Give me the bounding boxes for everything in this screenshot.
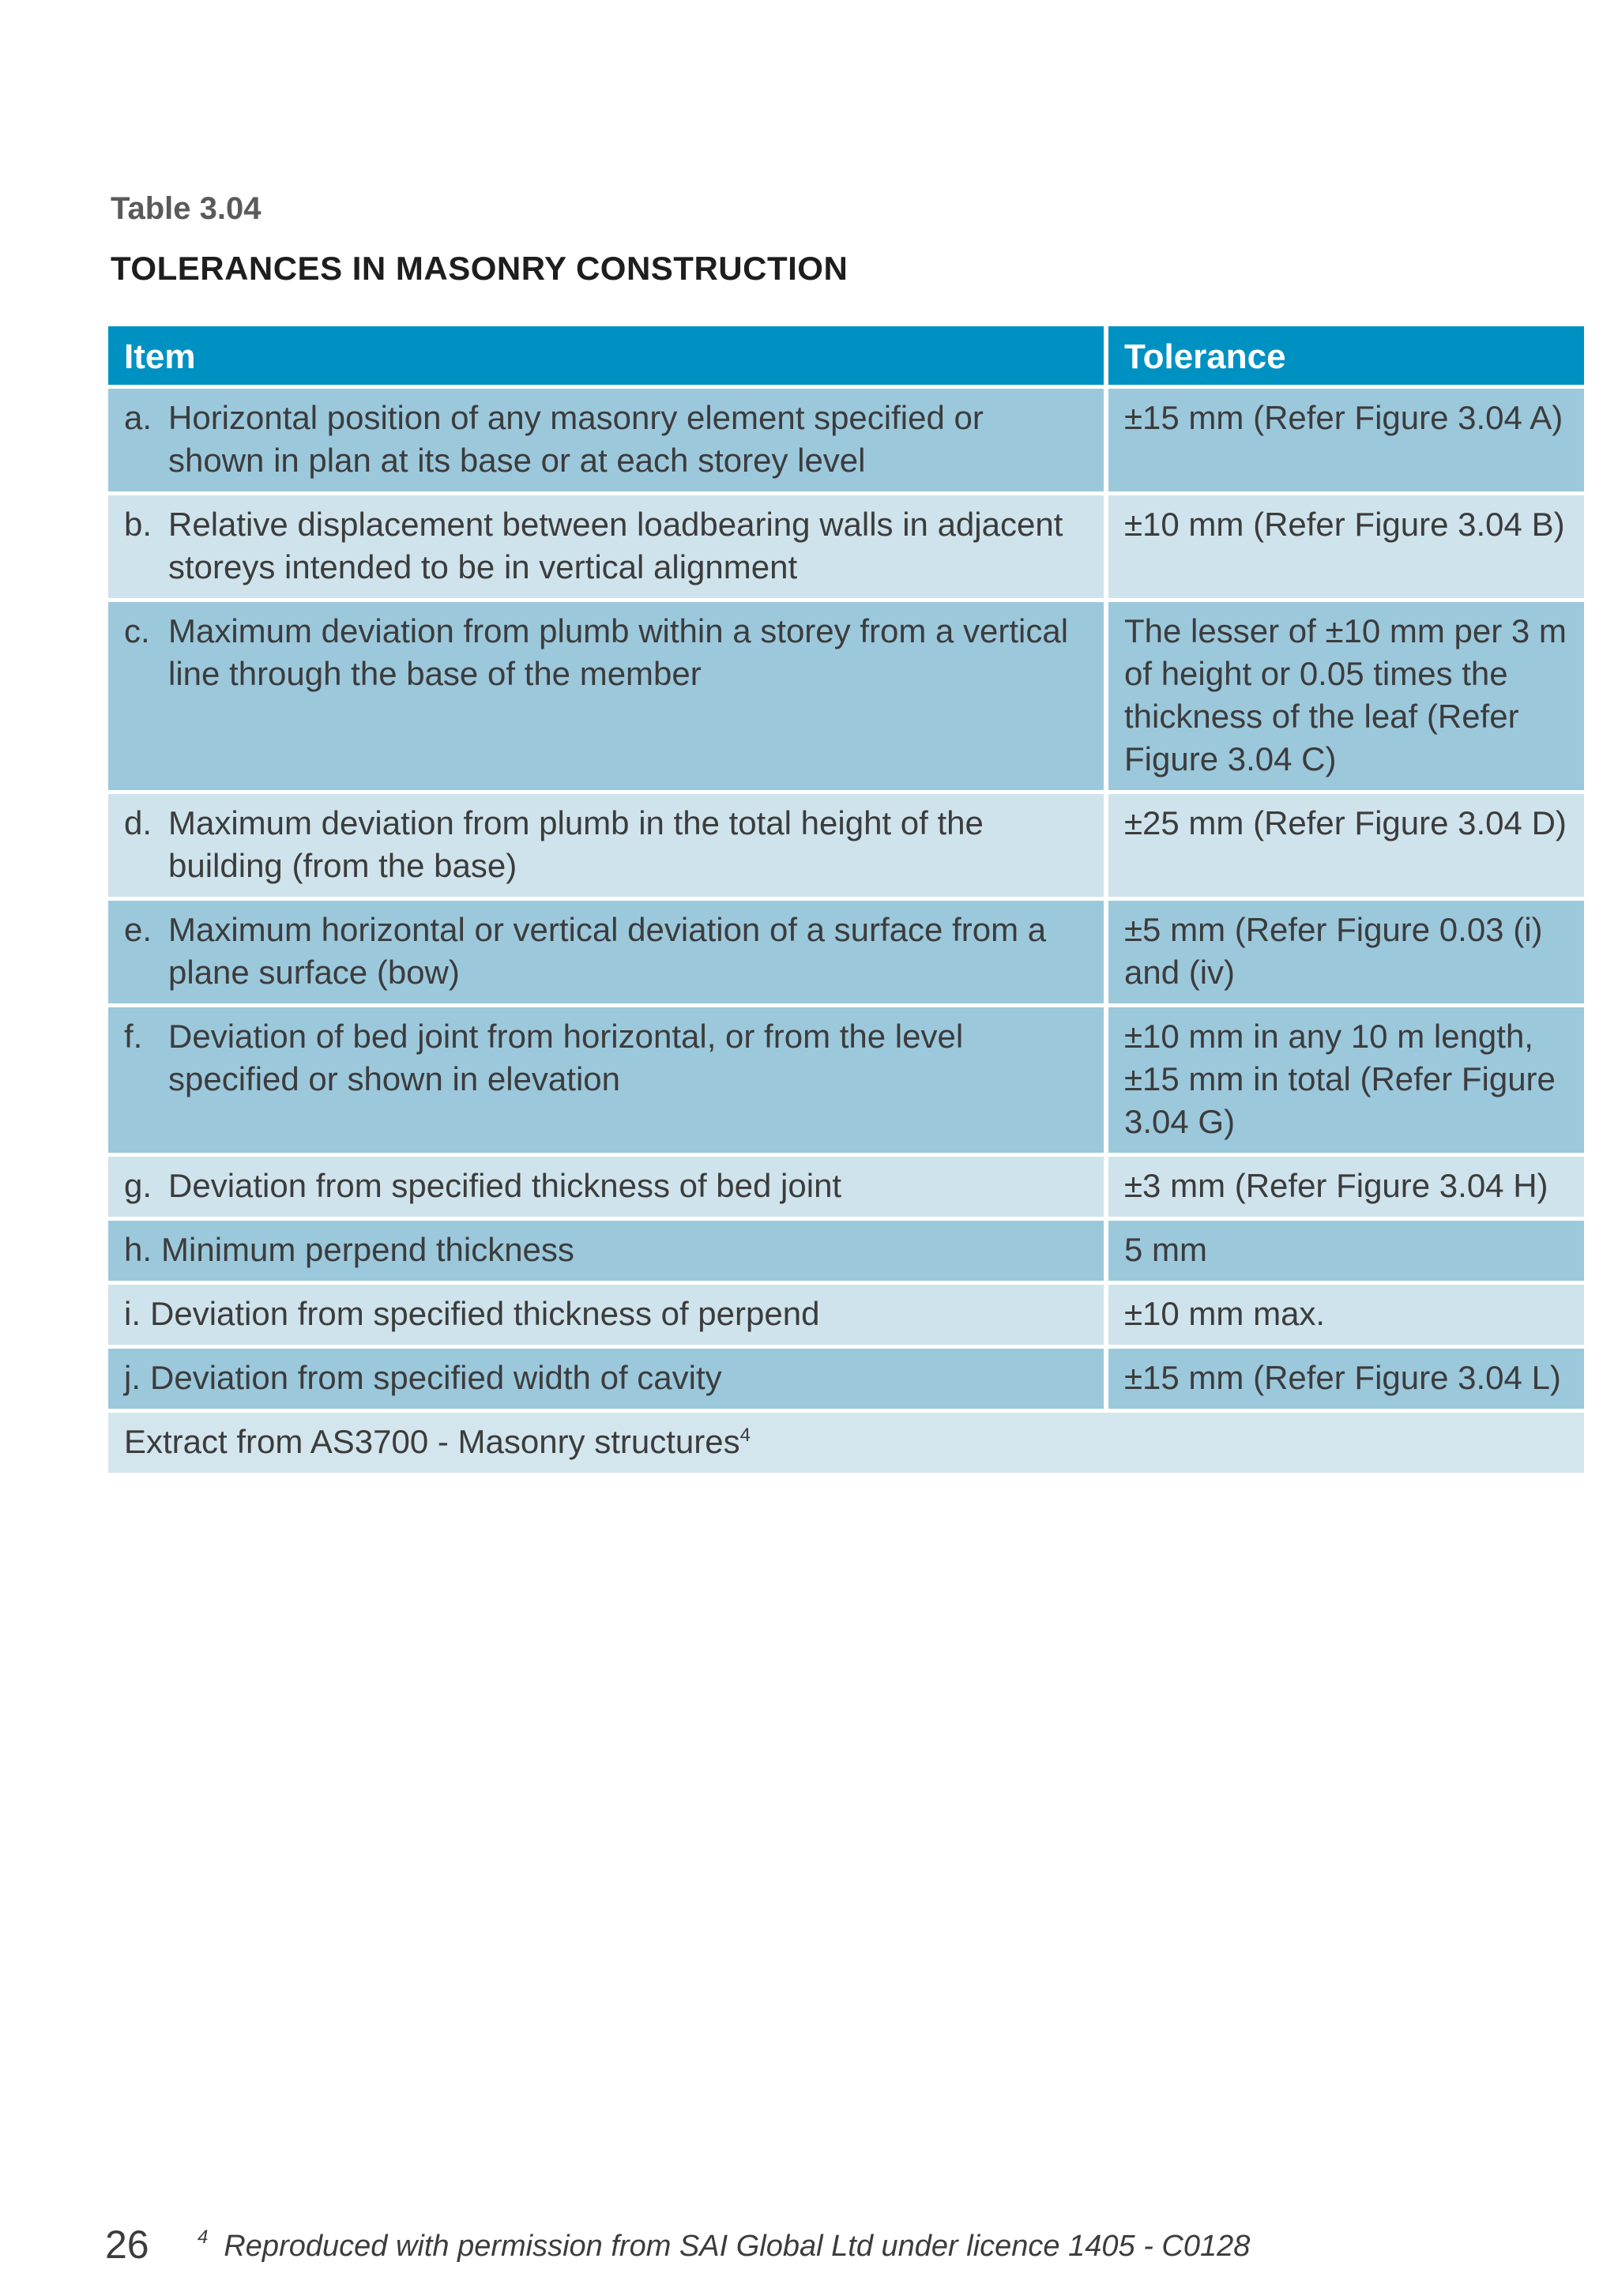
item-cell (108, 602, 1108, 790)
item-text: Relative displacement between loadbearing walls in adjacent storeys intended to be in vertical alignment (168, 506, 1063, 585)
footnote-mark: 4 (198, 2226, 209, 2248)
item-cell (108, 389, 1108, 491)
table-row (108, 1285, 1584, 1345)
column-header-item: Item (108, 326, 1108, 385)
source-cell (108, 1413, 1584, 1473)
item-letter: c. (124, 612, 150, 649)
source-footnote-mark: 4 (739, 1425, 751, 1446)
item-text: Minimum perpend thickness (161, 1231, 574, 1268)
table-label: Table 3.04 (111, 191, 262, 226)
tolerance-cell: 5 mm (1108, 1221, 1584, 1281)
tolerance-cell: The lesser of ±10 mm per 3 m of height or 0.05 times the thickness of the leaf (Refer Figure 3.04 C) (1108, 602, 1584, 790)
item-cell (108, 1007, 1108, 1153)
item-cell (108, 1221, 1108, 1281)
item-text: Deviation from specified width of cavity (150, 1359, 722, 1396)
source-row (108, 1413, 1584, 1473)
item-text: Horizontal position of any masonry element specified or shown in plan at its base or at each storey level (168, 399, 984, 479)
tolerance-table (108, 322, 1584, 1477)
tolerance-cell: ±10 mm in any 10 m length, ±15 mm in total (Refer Figure 3.04 G) (1108, 1007, 1584, 1153)
item-text: Maximum horizontal or vertical deviation of a surface from a plane surface (bow) (168, 911, 1047, 991)
table-row (108, 1349, 1584, 1409)
table-row (108, 901, 1584, 1003)
item-letter: e. (124, 911, 152, 948)
item-letter: h. (124, 1231, 152, 1268)
page-number: 26 (105, 2223, 149, 2267)
item-letter: d. (124, 804, 152, 841)
item-letter: f. (124, 1018, 143, 1055)
item-text: Maximum deviation from plumb in the total height of the building (from the base) (168, 804, 984, 884)
item-letter: j. (124, 1359, 141, 1396)
tolerance-cell: ±3 mm (Refer Figure 3.04 H) (1108, 1157, 1584, 1217)
tolerance-cell: ±15 mm (Refer Figure 3.04 L) (1108, 1349, 1584, 1409)
item-text: Maximum deviation from plumb within a storey from a vertical line through the base of the member (168, 612, 1069, 692)
item-cell (108, 794, 1108, 897)
column-header-tolerance: Tolerance (1108, 326, 1584, 385)
table-row (108, 794, 1584, 897)
item-letter: i. (124, 1295, 141, 1332)
table-header-row (108, 326, 1584, 385)
item-cell (108, 1157, 1108, 1217)
tolerance-cell: ±25 mm (Refer Figure 3.04 D) (1108, 794, 1584, 897)
item-cell (108, 495, 1108, 598)
item-text: Deviation of bed joint from horizontal, or from the level specified or shown in elevation (168, 1018, 964, 1097)
item-cell (108, 1285, 1108, 1345)
table-title: TOLERANCES IN MASONRY CONSTRUCTION (111, 250, 849, 287)
table-row (108, 389, 1584, 491)
tolerance-cell: ±15 mm (Refer Figure 3.04 A) (1108, 389, 1584, 491)
item-cell (108, 901, 1108, 1003)
table-row (108, 1007, 1584, 1153)
table-row (108, 1157, 1584, 1217)
table-row (108, 1221, 1584, 1281)
item-letter: b. (124, 506, 152, 543)
item-cell (108, 1349, 1108, 1409)
source-text: Extract from AS3700 - Masonry structures (124, 1423, 740, 1460)
item-letter: g. (124, 1167, 152, 1204)
tolerance-cell: ±10 mm (Refer Figure 3.04 B) (1108, 495, 1584, 598)
table-row (108, 495, 1584, 598)
footnote-text: Reproduced with permission from SAI Global Ltd under licence 1405 - C0128 (224, 2230, 1251, 2263)
table-row (108, 602, 1584, 790)
footnote (198, 2226, 1251, 2264)
item-text: Deviation from specified thickness of perpend (150, 1295, 820, 1332)
tolerance-cell: ±5 mm (Refer Figure 0.03 (i) and (iv) (1108, 901, 1584, 1003)
tolerance-cell: ±10 mm max. (1108, 1285, 1584, 1345)
item-letter: a. (124, 399, 152, 436)
item-text: Deviation from specified thickness of bed joint (168, 1167, 842, 1204)
